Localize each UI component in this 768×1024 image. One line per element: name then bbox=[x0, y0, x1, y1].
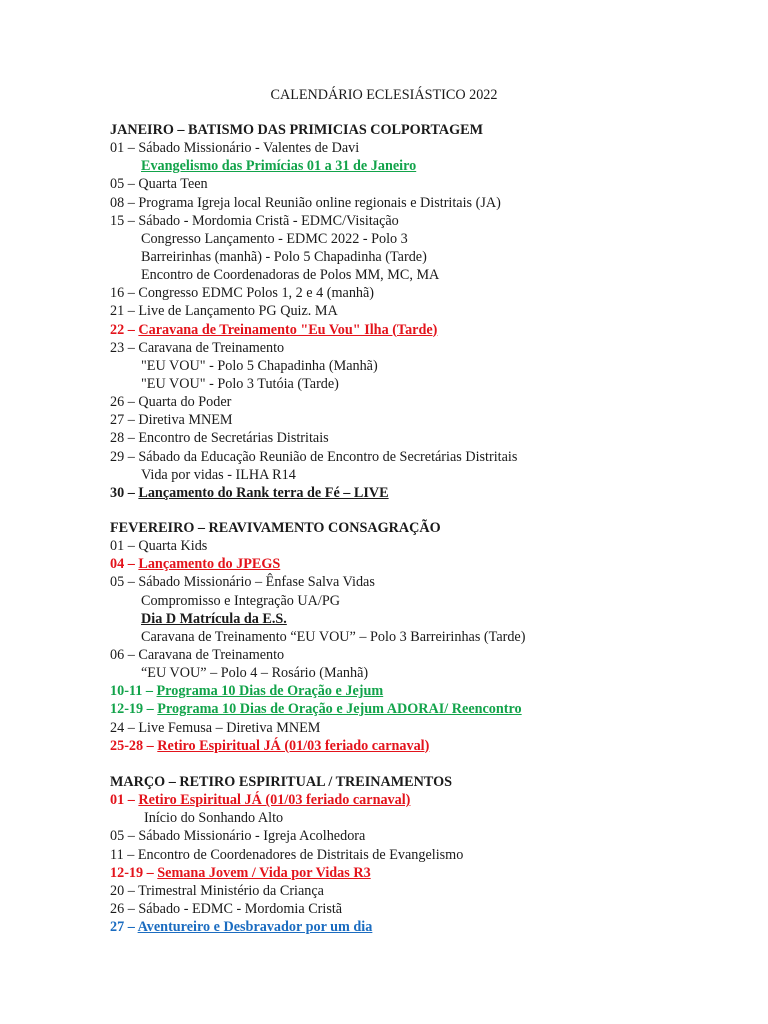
calendar-entry: 23 – Caravana de Treinamento bbox=[110, 339, 285, 356]
entry-text: Caravana de Treinamento "Eu Vou" Ilha (Tarde) bbox=[138, 321, 438, 338]
month-section-march bbox=[110, 773, 730, 936]
entry-text: Aventureiro e Desbravador por um dia bbox=[137, 919, 373, 936]
calendar-entry: 16 – Congresso EDMC Polos 1, 2 e 4 (manhã) bbox=[110, 285, 375, 302]
calendar-entry-highlight bbox=[110, 918, 730, 936]
calendar-entry-highlight bbox=[110, 864, 730, 882]
calendar-entry: 27 – Diretiva MNEM bbox=[110, 412, 233, 429]
calendar-entry: 06 – Caravana de Treinamento bbox=[110, 646, 285, 663]
calendar-entry: 01 – Sábado Missionário - Valentes de Davi bbox=[110, 140, 360, 157]
calendar-entry-highlight bbox=[110, 555, 730, 573]
entry-date: 25-28 – bbox=[110, 737, 158, 754]
month-heading-march: MARÇO – RETIRO ESPIRITUAL / TREINAMENTOS bbox=[110, 774, 453, 790]
calendar-entry-highlight bbox=[110, 737, 730, 755]
calendar-entry-continuation: Dia D Matrícula da E.S. bbox=[141, 610, 287, 627]
calendar-entry: 28 – Encontro de Secretárias Distritais bbox=[110, 430, 329, 447]
entry-text: Programa 10 Dias de Oração e Jejum bbox=[156, 683, 384, 700]
entry-date: 01 – bbox=[110, 792, 139, 809]
entry-date: 04 – bbox=[110, 556, 139, 573]
calendar-entry: 29 – Sábado da Educação Reunião de Encontro de Secretárias Distritais bbox=[110, 448, 518, 465]
entry-date: 12-19 – bbox=[110, 701, 158, 718]
calendar-entry: 26 – Quarta do Poder bbox=[110, 394, 232, 411]
entry-text: Lançamento do JPEGS bbox=[138, 556, 281, 573]
document-title: CALENDÁRIO ECLESIÁSTICO 2022 bbox=[270, 87, 498, 103]
entry-text: Retiro Espiritual JÁ (01/03 feriado carnaval) bbox=[138, 792, 411, 809]
calendar-entry: 05 – Sábado Missionário - Igreja Acolhedora bbox=[110, 828, 366, 845]
calendar-entry: 21 – Live de Lançamento PG Quiz. MA bbox=[110, 303, 338, 320]
calendar-entry-continuation: "EU VOU" - Polo 5 Chapadinha (Manhã) bbox=[141, 357, 378, 374]
calendar-entry: 26 – Sábado - EDMC - Mordomia Cristã bbox=[110, 900, 343, 917]
calendar-entry-continuation: Vida por vidas - ILHA R14 bbox=[141, 466, 296, 483]
entry-date: 22 – bbox=[110, 321, 139, 338]
month-section-january bbox=[110, 121, 730, 502]
entry-date: 10-11 – bbox=[110, 683, 157, 700]
calendar-entry-continuation: Encontro de Coordenadoras de Polos MM, MC, MA bbox=[141, 267, 440, 284]
month-heading-february: FEVEREIRO – REAVIVAMENTO CONSAGRAÇÃO bbox=[110, 520, 441, 536]
calendar-entry: 15 – Sábado - Mordomia Cristã - EDMC/Visitação bbox=[110, 212, 399, 229]
entry-date: 12-19 – bbox=[110, 864, 158, 881]
entry-date: 27 – bbox=[110, 919, 138, 936]
calendar-entry-continuation: Barreirinhas (manhã) - Polo 5 Chapadinha (Tarde) bbox=[141, 248, 427, 265]
calendar-entry-continuation: Compromisso e Integração UA/PG bbox=[141, 592, 340, 609]
entry-date: 30 – bbox=[110, 484, 139, 501]
calendar-entry-continuation: Início do Sonhando Alto bbox=[144, 810, 284, 827]
calendar-entry: 05 – Sábado Missionário – Ênfase Salva Vidas bbox=[110, 574, 375, 591]
calendar-entry: 08 – Programa Igreja local Reunião online regionais e Distritais (JA) bbox=[110, 194, 501, 211]
calendar-entry: 01 – Quarta Kids bbox=[110, 538, 208, 555]
calendar-entry: 24 – Live Femusa – Diretiva MNEM bbox=[110, 719, 321, 736]
entry-text: Lançamento do Rank terra de Fé – LIVE bbox=[138, 484, 389, 501]
calendar-entry-highlight bbox=[110, 682, 730, 700]
calendar-entry-continuation: "EU VOU" - Polo 3 Tutóia (Tarde) bbox=[141, 375, 339, 392]
calendar-entry-highlight bbox=[110, 700, 730, 718]
calendar-entry-highlight bbox=[110, 791, 730, 809]
calendar-entry: 20 – Trimestral Ministério da Criança bbox=[110, 882, 324, 899]
calendar-entry-highlight bbox=[110, 484, 730, 502]
month-section-february bbox=[110, 519, 730, 755]
calendar-entry: 11 – Encontro de Coordenadores de Distritais de Evangelismo bbox=[110, 846, 464, 863]
calendar-entry-continuation: “EU VOU” – Polo 4 – Rosário (Manhã) bbox=[141, 665, 369, 682]
entry-text: Semana Jovem / Vida por Vidas R3 bbox=[157, 864, 371, 881]
month-heading-january: JANEIRO – BATISMO DAS PRIMICIAS COLPORTAGEM bbox=[110, 122, 484, 138]
calendar-entry-highlight bbox=[110, 321, 730, 339]
calendar-entry-continuation: Congresso Lançamento - EDMC 2022 - Polo 3 bbox=[141, 230, 408, 247]
calendar-entry-highlight: Evangelismo das Primícias 01 a 31 de Janeiro bbox=[141, 158, 417, 175]
calendar-entry-continuation: Caravana de Treinamento “EU VOU” – Polo 3 Barreirinhas (Tarde) bbox=[141, 628, 526, 645]
entry-text: Retiro Espiritual JÁ (01/03 feriado carnaval) bbox=[157, 737, 430, 754]
calendar-entry: 05 – Quarta Teen bbox=[110, 176, 208, 193]
entry-text: Programa 10 Dias de Oração e Jejum ADORAI/ Reencontro bbox=[157, 701, 522, 718]
